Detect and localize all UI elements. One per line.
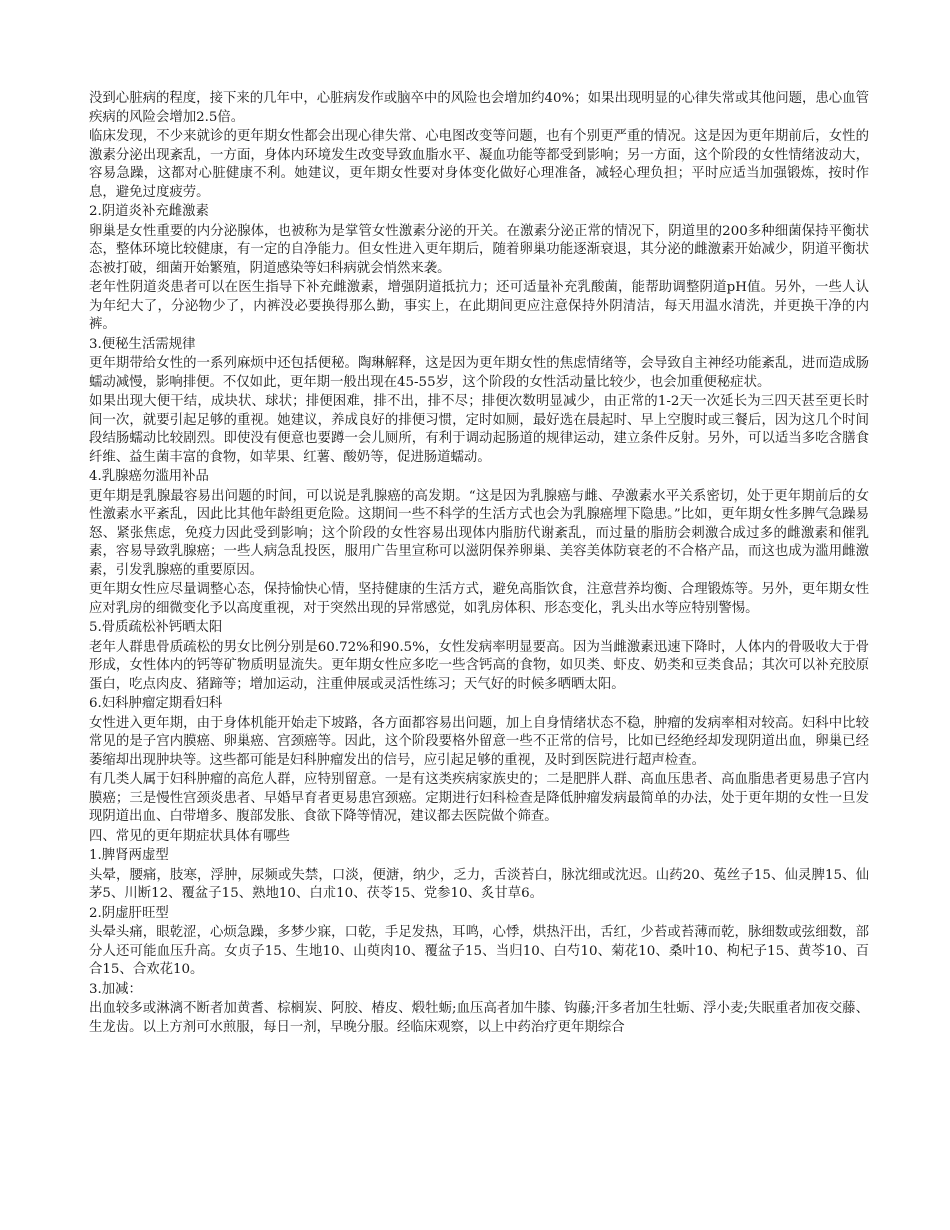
section-heading: 1.脾肾两虚型 (89, 848, 169, 863)
section-heading: 3.加减： (89, 981, 142, 997)
section-heading: 2.阴虚肝旺型 (89, 905, 169, 921)
paragraph: 头晕，腰痛，肢寒，浮肿，尿频或失禁，口淡，便溏，纳少，乏力，舌淡苔白，脉沈细或沈迟。山药20、菟丝子15、仙灵脾15、仙茅5、川断12、覆盆子15、熟地10、白朮10、茯苓15、党参10、炙甘草6。 (89, 867, 869, 901)
paragraph: 老年人群患骨质疏松的男女比例分别是60.72%和90.5%，女性发病率明显要高。因为当雌激素迅速下降时，人体内的骨吸收大于骨形成，女性体内的钙等矿物质明显流失。更年期女性应多吃一些含钙高的食物，如贝类、虾皮、奶类和豆类食品；其次可以补充胶原蛋白，吃点肉皮、猪蹄等；增加运动，注重伸展或灵活性练习；天气好的时候多晒晒太阳。 (89, 639, 869, 692)
paragraph: 老年性阴道炎患者可以在医生指导下补充雌激素，增强阴道抵抗力；还可适量补充乳酸菌，能帮助调整阴道pH值。另外，一些人认为年纪大了，分泌物少了，内裤没必要换得那么勤，事实上，在此期间更应注意保持外阴清洁，每天用温水清洗，并更换干净的内裤。 (89, 280, 869, 332)
paragraph: 更年期女性应尽量调整心态，保持愉快心情，坚持健康的生活方式，避免高脂饮食，注意营养均衡、合理锻炼等。另外，更年期女性应对乳房的细微变化予以高度重视，对于突然出现的异常感觉，如乳房体积、形态变化，乳头出水等应特别警惕。 (89, 582, 869, 616)
paragraph: 卵巢是女性重要的内分泌腺体，也被称为是掌管女性激素分泌的开关。在激素分泌正常的情况下，阴道里的200多种细菌保持平衡状态，整体环境比较健康，有一定的自净能力。但女性进入更年期后，随着卵巢功能逐渐衰退，其分泌的雌激素开始减少，阴道平衡状态被打破，细菌开始繁殖，阴道感染等妇科病就会悄然来袭。 (89, 223, 869, 276)
document-body (89, 90, 869, 1038)
chapter-heading: 四、常见的更年期症状具体有哪些 (89, 828, 290, 844)
paragraph: 临床发现，不少来就诊的更年期女性都会出现心律失常、心电图改变等问题，也有个别更严重的情况。这是因为更年期前后，女性的激素分泌出现紊乱，一方面，身体内环境发生改变导致血脂水平、凝血功能等都受到影响；另一方面，这个阶段的女性情绪波动大，容易急躁，这都对心脏健康不利。她建议，更年期女性要对身体变化做好心理准备，减轻心理负担；平时应适当加强锻炼，按时作息，避免过度疲劳。 (89, 129, 869, 200)
section-heading: 2.阴道炎补充雌激素 (89, 204, 209, 219)
section-heading: 3.便秘生活需规律 (89, 336, 196, 352)
paragraph: 有几类人属于妇科肿瘤的高危人群，应特别留意。一是有这类疾病家族史的；二是肥胖人群、高血压患者、高血脂患者更易患子宫内膜癌；三是慢性宫颈炎患者、早婚早育者更易患宫颈癌。定期进行妇科检查是降低肿瘤发病最简单的办法，处于更年期的女性一旦发现阴道出血、白带增多、腹部发胀、食欲下降等情况，建议都去医院做个筛查。 (89, 772, 869, 824)
paragraph: 没到心脏病的程度，接下来的几年中，心脏病发作或脑卒中的风险也会增加约40%；如果出现明显的心律失常或其他问题，患心血管疾病的风险会增加2.5倍。 (89, 91, 869, 125)
paragraph: 更年期是乳腺最容易出问题的时间，可以说是乳腺癌的高发期。“这是因为乳腺癌与雌、孕激素水平关系密切，处于更年期前后的女性激素水平紊乱，因此比其他年龄组更危险。这期间一些不科学的生活方式也会为乳腺癌埋下隐患。”比如，更年期女性多脾气急躁易怒、紧张焦虑，免疫力因此受到影响；这个阶段的女性容易出现体内脂肪代谢紊乱，而过量的脂肪会刺激合成过多的雌激素和催乳素，容易导致乳腺癌；一些人病急乱投医，服用广告里宣称可以滋阴保养卵巢、美容美体防衰老的不合格产品，而这也成为滥用雌激素，引发乳腺癌的重要原因。 (89, 488, 869, 578)
section-heading: 6.妇科肿瘤定期看妇科 (89, 696, 223, 711)
paragraph: 如果出现大便干结，成块状、球状；排便困难，排不出，排不尽；排便次数明显减少，由正常的1-2天一次延长为三四天甚至更长时间一次，就要引起足够的重视。她建议，养成良好的排便习惯，定时如厕，最好选在晨起时、早上空腹时或三餐后，因为这几个时间段结肠蠕动比较剧烈。即使没有便意也要蹲一会儿厕所，有利于调动起肠道的规律运动，建立条件反射。另外，可以适当多吃含膳食纤维、益生菌丰富的食物，如苹果、红薯、酸奶等，促进肠道蠕动。 (89, 394, 869, 465)
section-heading: 4.乳腺癌勿滥用补品 (89, 469, 209, 484)
paragraph: 出血较多或淋漓不断者加黄耆、棕榈炭、阿胶、椿皮、煅牡蛎;血压高者加牛膝、钩藤;汗多者加生牡蛎、浮小麦;失眠重者加夜交藤、生龙齿。以上方剂可水煎服，每日一剂，早晚分服。经临床观察，以上中药治疗更年期综合 (89, 1001, 869, 1035)
paragraph: 女性进入更年期，由于身体机能开始走下坡路，各方面都容易出问题，加上自身情绪状态不稳，肿瘤的发病率相对较高。妇科中比较常见的是子宫内膜癌、卵巢癌、宫颈癌等。因此，这个阶段要格外留意一些不正常的信号，比如已经绝经却发现阴道出血，卵巢已经萎缩却出现肿块等。这些都可能是妇科肿瘤发出的信号，应引起足够的重视，及时到医院进行超声检查。 (89, 715, 869, 768)
section-heading: 5.骨质疏松补钙晒太阳 (89, 620, 223, 635)
paragraph: 头晕头痛，眼乾涩，心烦急躁，多梦少寐，口乾，手足发热，耳鸣，心悸，烘热汗出，舌红，少苔或苔薄而乾，脉细数或弦细数，部分人还可能血压升高。女贞子15、生地10、山萸肉10、覆盆子15、当归10、白芍10、菊花10、桑叶10、枸杞子15、黄芩10、百合15、合欢花10。 (89, 925, 869, 977)
paragraph: 更年期带给女性的一系列麻烦中还包括便秘。陶琳解释，这是因为更年期女性的焦虑情绪等，会导致自主神经功能紊乱，进而造成肠蠕动减慢，影响排便。不仅如此，更年期一般出现在45-55岁，这个阶段的女性活动量比较少，也会加重便秘症状。 (89, 356, 869, 390)
